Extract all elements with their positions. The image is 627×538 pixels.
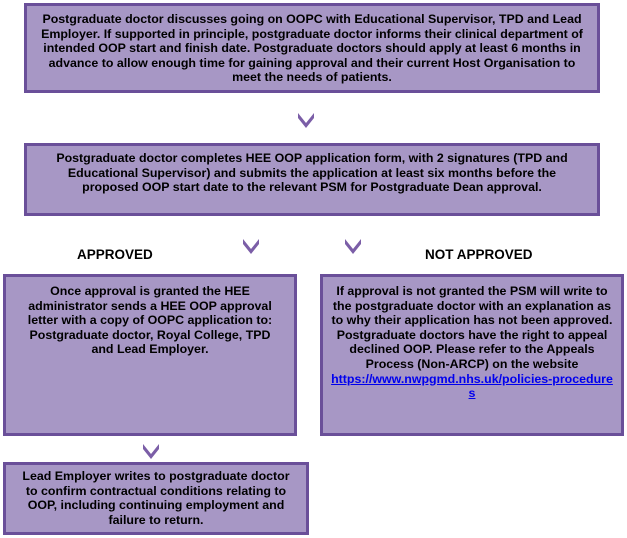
approved-text: Once approval is granted the HEE administrator sends a HEE OOP approval letter with a copy of OOPC application to: Postgraduate doctor, Royal College, TPD and Lead Employer. [27, 284, 273, 357]
lead-employer-box [3, 462, 309, 535]
policies-link[interactable]: https://www.nwpgmd.nhs.uk/policies-procedures [331, 371, 613, 401]
approved-box [3, 274, 297, 436]
not-approved-label: NOT APPROVED [425, 247, 533, 262]
down-arrow-icon [344, 237, 362, 255]
not-approved-box [320, 274, 624, 436]
discuss-oopc-text: Postgraduate doctor discusses going on OOPC with Educational Supervisor, TPD and Lead Employer. If supported in principle, postgraduate doctor informs their clinical department of intended OOP start and finish date. Postgraduate doctors should apply at least 6 months in advance to allow enough time for gaining approval and their current Host Organisation to meet the needs of patients. [41, 12, 583, 85]
down-arrow-icon [142, 442, 160, 460]
application-form-box [24, 143, 600, 216]
down-arrow-icon [297, 111, 315, 129]
lead-employer-text: Lead Employer writes to postgraduate doctor to confirm contractual conditions relating to OOP, including continuing employment and failure to return. [22, 469, 290, 527]
down-arrow-icon [242, 237, 260, 255]
application-form-text: Postgraduate doctor completes HEE OOP application form, with 2 signatures (TPD and Educational Supervisor) and submits the application at least six months before the proposed OOP start date to the relevant PSM for Postgraduate Dean approval. [56, 151, 568, 195]
not-approved-text: If approval is not granted the PSM will write to the postgraduate doctor with an explanation as to why their application has not been approved. Postgraduate doctors have the right to appeal declined OOP. Please refer to the Appeals Process (Non-ARCP) on the website [331, 284, 613, 371]
approved-label: APPROVED [77, 247, 153, 262]
discuss-oopc-box [24, 3, 600, 93]
